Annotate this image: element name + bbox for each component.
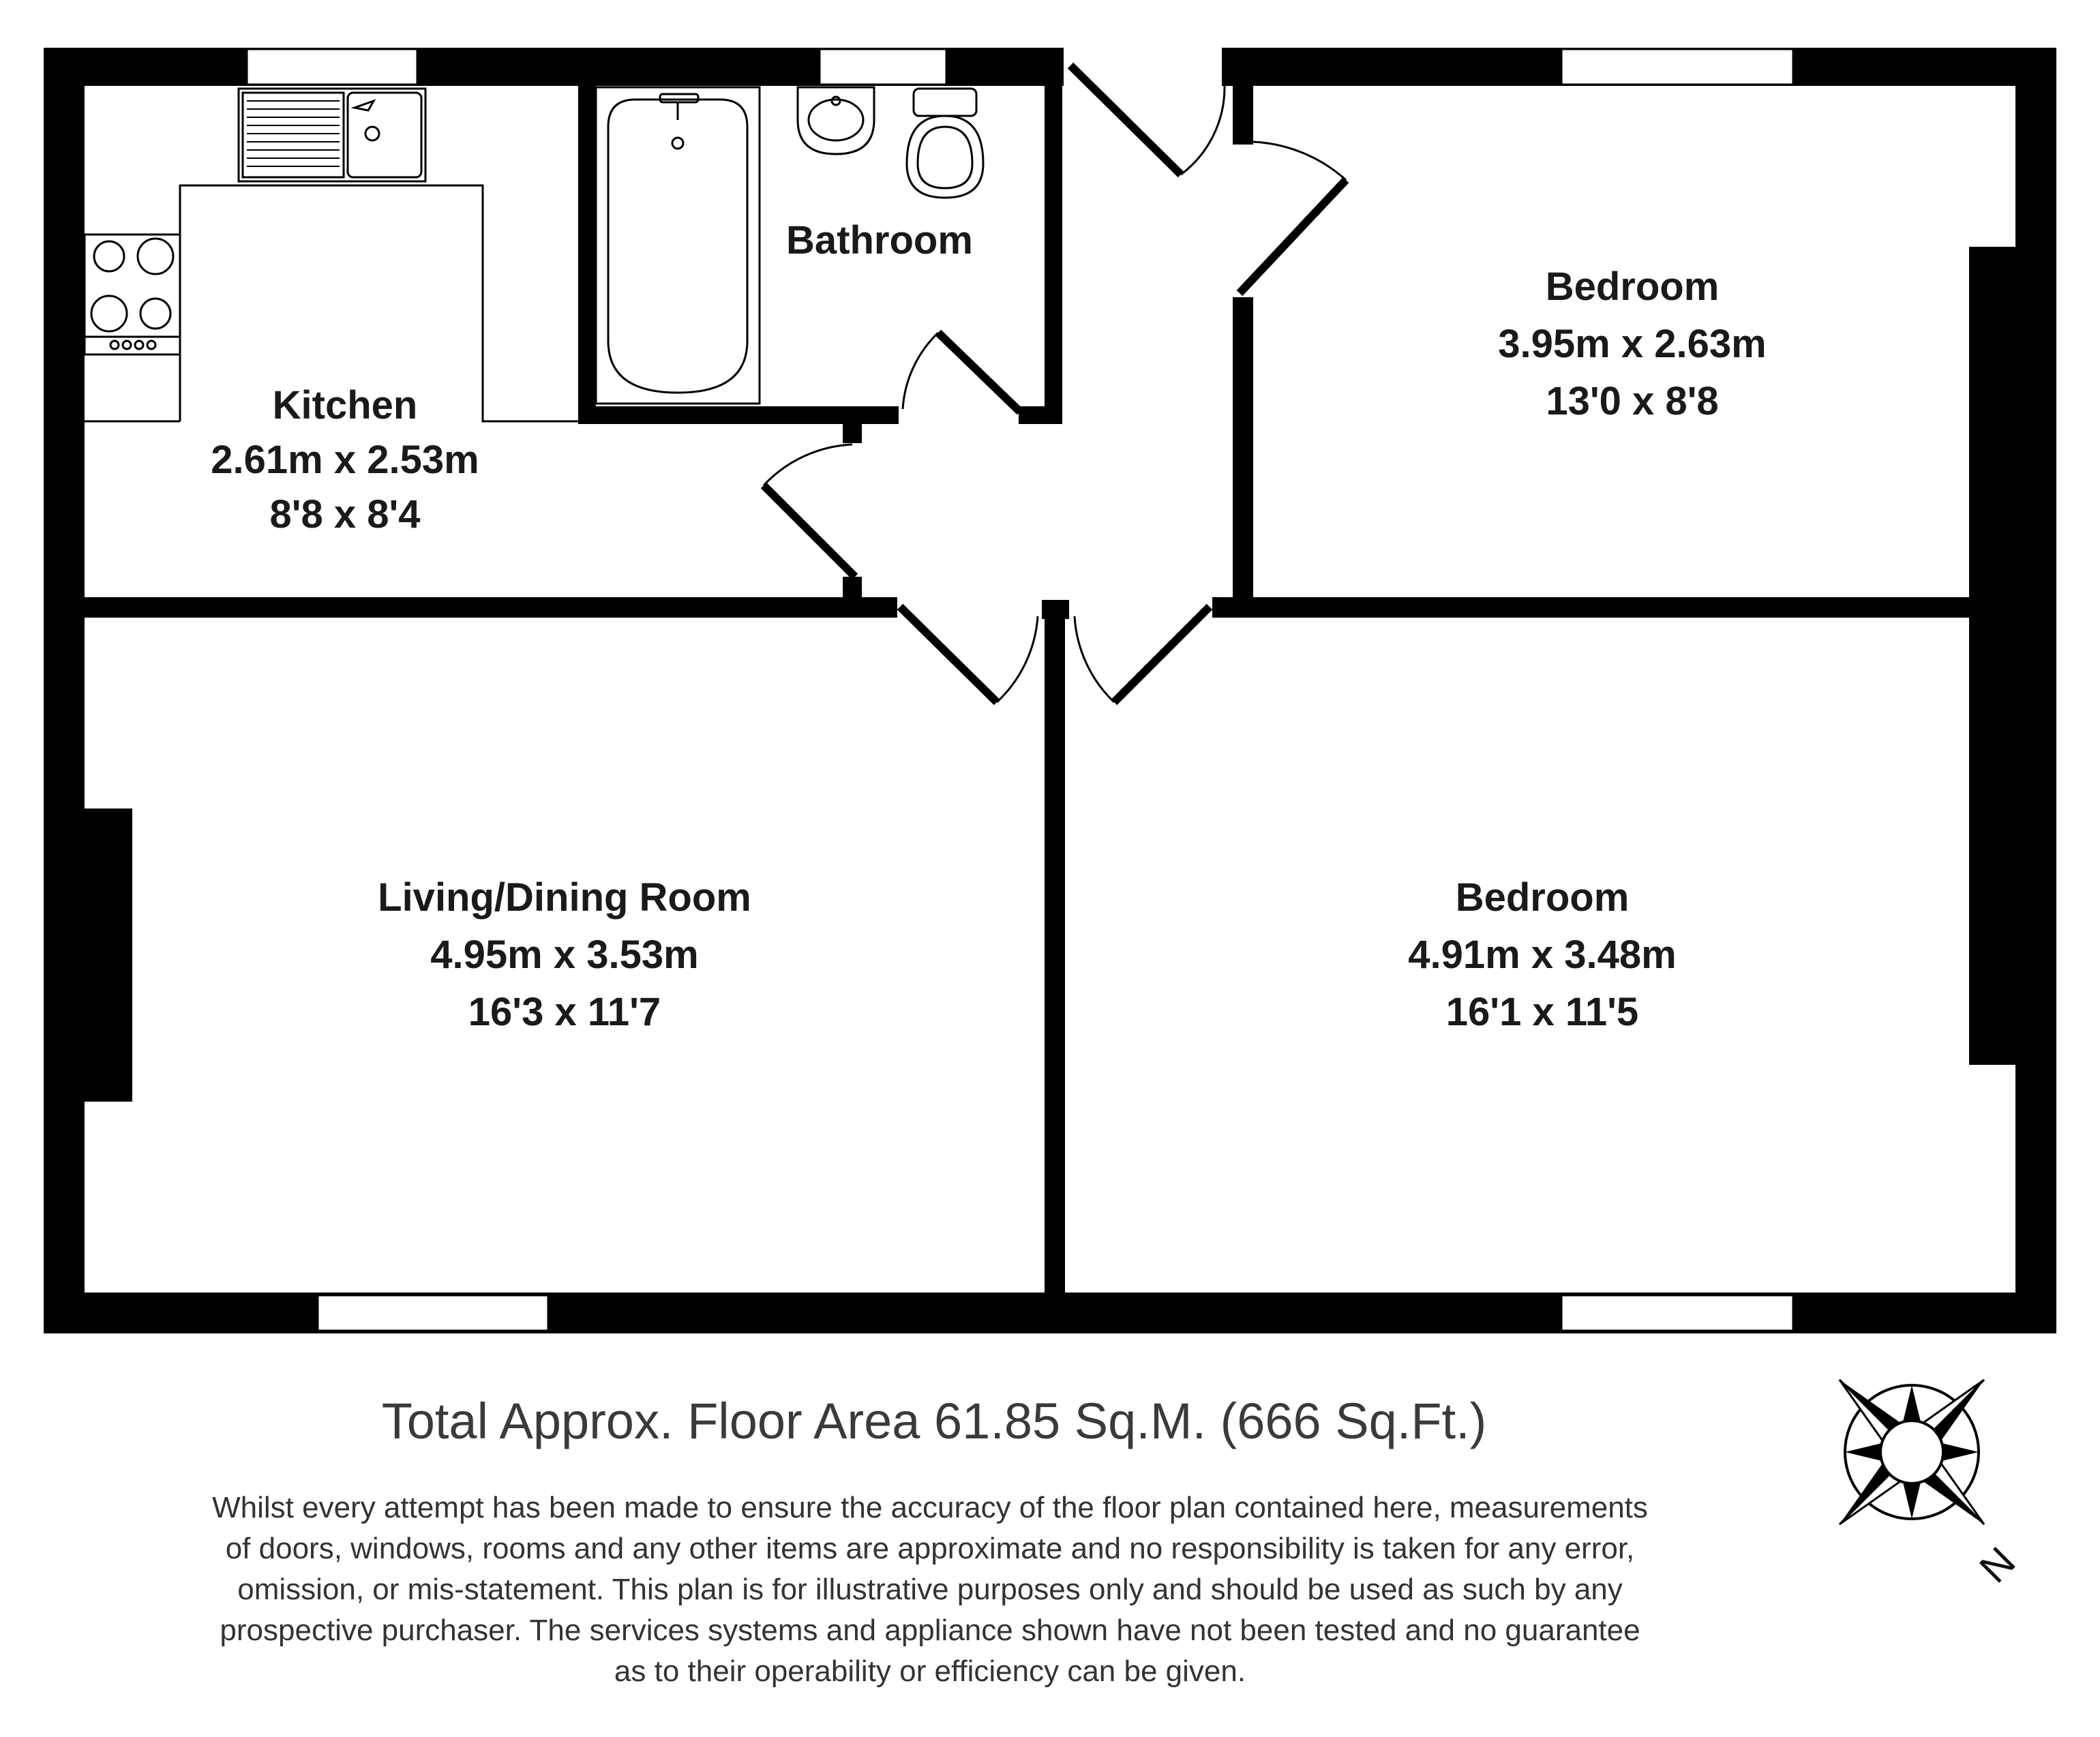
kitchen-fixtures <box>85 89 580 421</box>
toilet-icon <box>914 89 976 116</box>
bathroom-name: Bathroom <box>786 218 973 262</box>
kitchen-size-metric: 2.61m x 2.53m <box>211 438 479 482</box>
disclaimer-line-4: prospective purchaser. The services systems and appliance shown have not been tested and no guarantee <box>220 1614 1640 1647</box>
disclaimer <box>212 1491 1648 1688</box>
bedroom-1-label <box>1498 265 1766 423</box>
window-kitchen <box>247 49 417 85</box>
bedroom-1-size-imperial: 13'0 x 8'8 <box>1546 379 1719 423</box>
kitchen-label <box>211 383 479 537</box>
bedroom-2-name: Bedroom <box>1455 875 1630 920</box>
interior-walls <box>82 85 2018 1295</box>
compass-rose-icon <box>1767 1308 2056 1597</box>
kitchen-size-imperial: 8'8 x 8'4 <box>269 492 421 537</box>
compass-north-label: N <box>1970 1538 2024 1592</box>
bedroom-1-size-metric: 3.95m x 2.63m <box>1498 322 1767 366</box>
living-dining-size-metric: 4.95m x 3.53m <box>430 933 699 977</box>
bedroom-2-size-metric: 4.91m x 3.48m <box>1408 933 1677 977</box>
disclaimer-line-1: Whilst every attempt has been made to ensure the accuracy of the floor plan contained here, measurements <box>212 1491 1648 1524</box>
bedroom-2-label <box>1408 875 1676 1034</box>
window-bathroom <box>820 49 946 85</box>
disclaimer-line-2: of doors, windows, rooms and any other items are approximate and no responsibility is taken for any error, <box>225 1532 1635 1565</box>
disclaimer-line-5: as to their operability or efficiency can be given. <box>614 1655 1246 1688</box>
living-dining-name: Living/Dining Room <box>378 875 751 920</box>
window-living <box>318 1295 548 1331</box>
windows <box>247 49 1793 1331</box>
sink-icon <box>239 89 425 181</box>
bedroom-2-size-imperial: 16'1 x 11'5 <box>1445 990 1639 1034</box>
disclaimer-line-3: omission, or mis-statement. This plan is for illustrative purposes only and should be used as such by any <box>237 1573 1623 1606</box>
kitchen-name: Kitchen <box>272 383 418 427</box>
window-bedroom-bottom <box>1561 1295 1793 1331</box>
window-bedroom-top <box>1561 49 1793 85</box>
bath-icon <box>596 87 760 404</box>
bathroom-label <box>786 218 973 262</box>
total-floor-area: Total Approx. Floor Area 61.85 Sq.M. (666 Sq.Ft.) <box>381 1393 1487 1449</box>
bedroom-1-name: Bedroom <box>1545 265 1720 309</box>
living-dining-size-imperial: 16'3 x 11'7 <box>468 990 661 1034</box>
living-dining-label <box>378 875 751 1034</box>
